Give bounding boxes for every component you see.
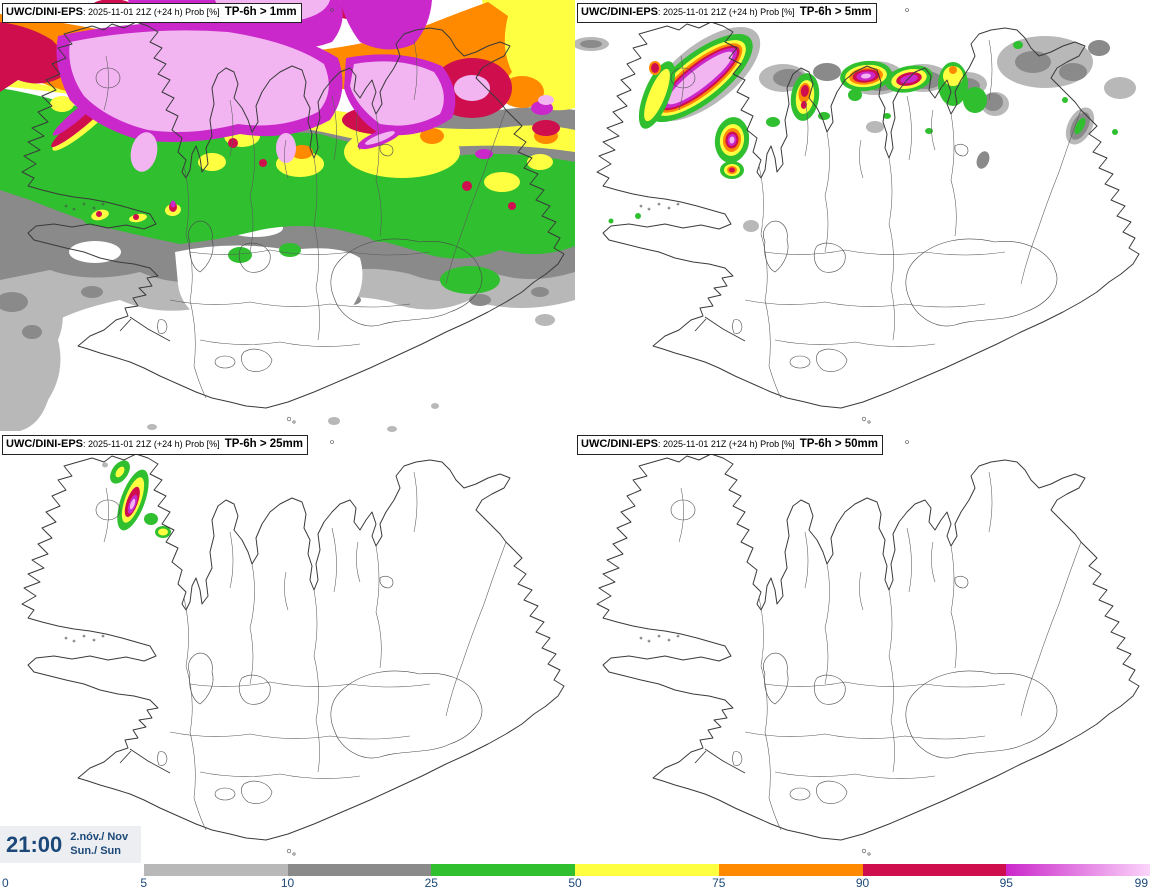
- legend-tick-0: 0: [2, 876, 9, 890]
- probability-legend: [0, 864, 1150, 891]
- legend-segment-75-90: [719, 864, 863, 876]
- legend-segment-90-95: [863, 864, 1007, 876]
- clock-label: 21:00: [6, 831, 63, 857]
- legend-ticks: [0, 876, 1150, 891]
- map-tp6h-gt-5mm: [575, 0, 1150, 432]
- legend-tick-10: 10: [280, 876, 295, 890]
- map-tp6h-gt-25mm: [0, 432, 575, 864]
- panel-title: [577, 3, 877, 23]
- date-line: 2.nóv./ Nov: [70, 830, 129, 843]
- legend-tick-99: 99: [1134, 876, 1148, 890]
- map-tp6h-gt-50mm: [575, 432, 1150, 864]
- threshold-label: TP-6h > 1mm: [224, 6, 297, 18]
- probability-field-25mm: [102, 457, 171, 538]
- panel-title: [577, 435, 883, 455]
- legend-tick-75: 75: [712, 876, 726, 890]
- threshold-label: TP-6h > 5mm: [799, 6, 872, 18]
- legend-segment-5-10: [144, 864, 288, 876]
- panel-tp6h-gt-1mm: [0, 0, 575, 432]
- run-info: : 2025-11-01 21Z (+24 h) Prob [%]: [658, 7, 795, 17]
- panel-tp6h-gt-25mm: [0, 432, 575, 864]
- threshold-label: TP-6h > 50mm: [799, 438, 878, 450]
- map-tp6h-gt-1mm: [0, 0, 575, 432]
- panel-title: [2, 3, 302, 23]
- legend-tick-25: 25: [424, 876, 438, 890]
- time-box: [0, 826, 141, 863]
- legend-segment-10-25: [288, 864, 432, 876]
- date-labels: [70, 831, 128, 859]
- run-info: : 2025-11-01 21Z (+24 h) Prob [%]: [658, 439, 795, 449]
- panel-tp6h-gt-5mm: [575, 0, 1150, 432]
- panel-title: [2, 435, 308, 455]
- legend-tick-90: 90: [855, 876, 870, 890]
- legend-segment-25-50: [431, 864, 575, 876]
- model-label: UWC/DINI-EPS: [581, 6, 658, 18]
- threshold-label: TP-6h > 25mm: [224, 438, 303, 450]
- legend-segment-95-99: [1006, 864, 1150, 876]
- run-info: : 2025-11-01 21Z (+24 h) Prob [%]: [83, 439, 220, 449]
- panel-tp6h-gt-50mm: [575, 432, 1150, 864]
- legend-segment-50-75: [575, 864, 719, 876]
- legend-colorbar: [144, 864, 1150, 876]
- probability-field-1mm: [0, 0, 575, 432]
- model-label: UWC/DINI-EPS: [6, 6, 83, 18]
- day-line: Sun./ Sun: [70, 844, 122, 857]
- run-info: : 2025-11-01 21Z (+24 h) Prob [%]: [83, 7, 220, 17]
- legend-tick-95: 95: [999, 876, 1013, 890]
- model-label: UWC/DINI-EPS: [581, 438, 658, 450]
- legend-tick-50: 50: [568, 876, 582, 890]
- legend-tick-5: 5: [140, 876, 148, 890]
- model-label: UWC/DINI-EPS: [6, 438, 83, 450]
